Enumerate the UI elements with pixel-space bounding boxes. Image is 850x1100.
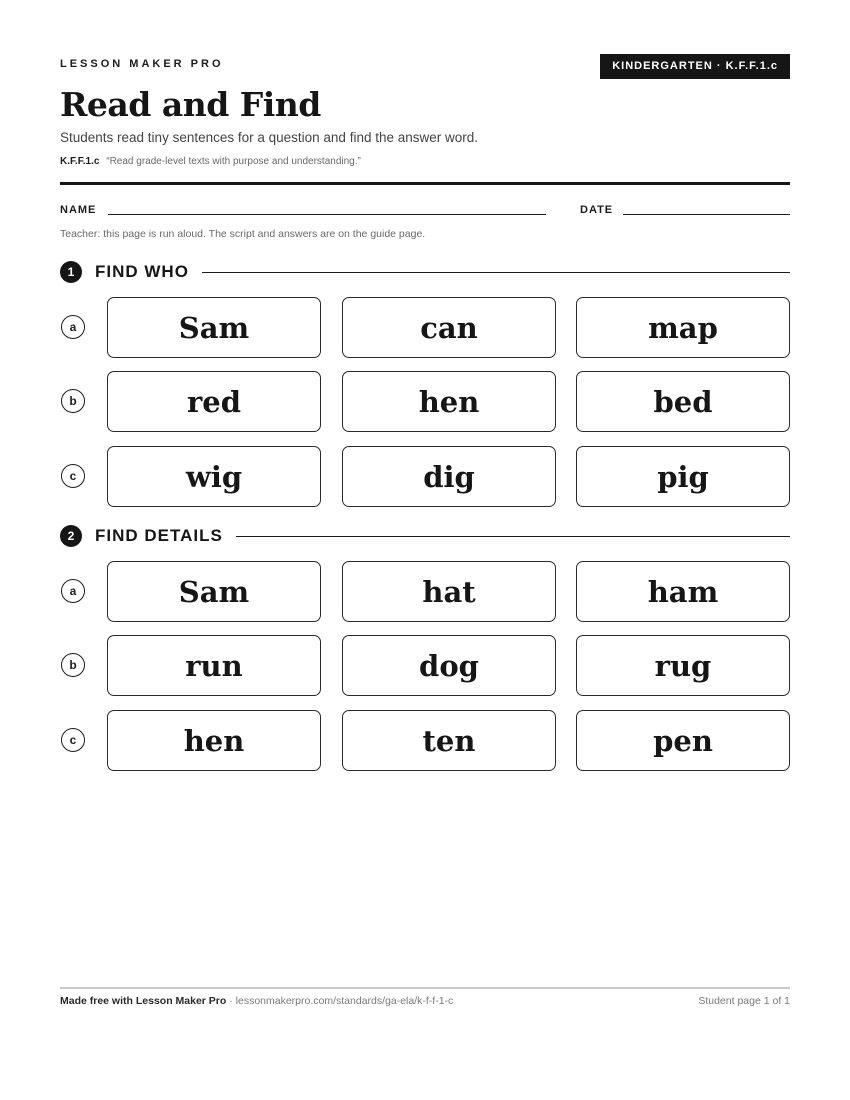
row-letter-badge: b [61,653,85,677]
word-card[interactable]: hat [342,561,556,622]
page-title: Read and Find [60,85,321,124]
section-find-details [60,525,790,547]
section-title: FIND WHO [95,262,189,281]
word-card[interactable]: hen [342,371,556,432]
footer-page-label: Student page 1 of 1 [698,995,790,1007]
question-row [60,446,790,508]
word-card[interactable]: pen [576,710,790,771]
word-card[interactable]: pig [576,446,790,507]
word-card[interactable]: ham [576,561,790,622]
worksheet-page [60,0,790,1100]
word-card[interactable]: ten [342,710,556,771]
question-row [60,710,790,772]
word-card[interactable]: can [342,297,556,358]
footer-made-with: Made free with Lesson Maker Pro [60,995,227,1007]
standard-text: “Read grade-level texts with purpose and understanding.” [106,156,361,167]
word-card[interactable]: hen [107,710,321,771]
row-letter-badge: c [61,464,85,488]
footer-credit [60,995,453,1007]
name-label: NAME [60,204,97,216]
page-subtitle: Students read tiny sentences for a question and find the answer word. [60,130,479,145]
teacher-note: Teacher: this page is run aloud. The script and answers are on the guide page. [60,228,426,240]
question-row [60,297,790,359]
section-number: 2 [60,525,82,547]
question-row [60,561,790,623]
word-card[interactable]: red [107,371,321,432]
row-letter-badge: b [61,389,85,413]
section-find-who [60,261,790,283]
question-row [60,635,790,697]
name-field[interactable] [108,214,546,215]
standard-line [60,156,361,167]
word-card[interactable]: run [107,635,321,696]
word-card[interactable]: dog [342,635,556,696]
word-card[interactable]: bed [576,371,790,432]
word-card[interactable]: map [576,297,790,358]
word-card[interactable]: Sam [107,297,321,358]
row-letter-badge: a [61,579,85,603]
header-divider [60,182,790,185]
question-row [60,371,790,433]
word-card[interactable]: rug [576,635,790,696]
footer-url[interactable]: · lessonmakerpro.com/standards/ga-ela/k-f-f-1-c [226,995,454,1007]
grade-badge: KINDERGARTEN · K.F.F.1.c [600,54,790,79]
row-letter-badge: c [61,728,85,752]
section-divider [236,536,790,537]
brand-name: LESSON MAKER PRO [60,58,224,70]
footer-divider [60,987,790,989]
word-card[interactable]: dig [342,446,556,507]
section-divider [202,272,790,273]
date-field[interactable] [623,214,790,215]
standard-code: K.F.F.1.c [60,156,100,167]
section-number: 1 [60,261,82,283]
section-title: FIND DETAILS [95,526,223,545]
row-letter-badge: a [61,315,85,339]
word-card[interactable]: wig [107,446,321,507]
date-label: DATE [580,204,614,216]
word-card[interactable]: Sam [107,561,321,622]
